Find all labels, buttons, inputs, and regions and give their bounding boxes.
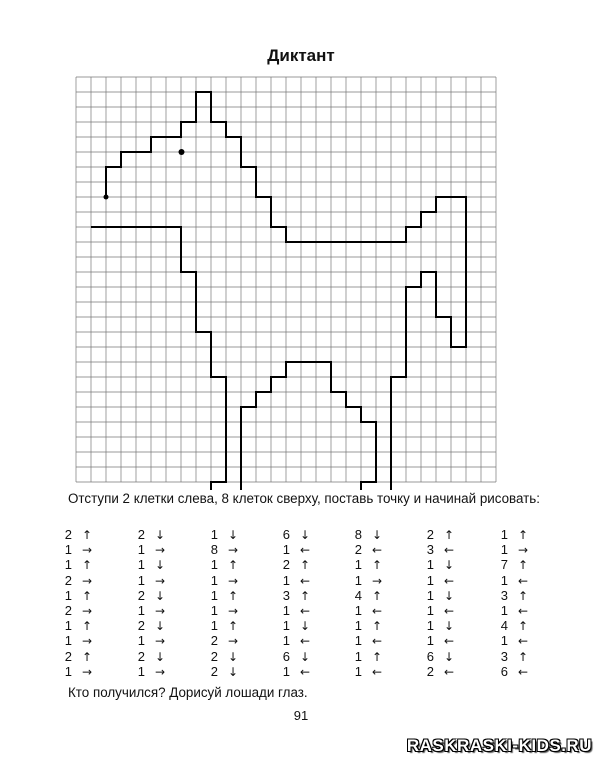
step-arrow-icon: ↓ — [443, 588, 455, 603]
step-count: 1 — [500, 542, 508, 558]
step-count: 1 — [64, 542, 72, 558]
step-arrow-icon: → — [371, 573, 383, 588]
step-count: 1 — [137, 633, 145, 649]
step-count: 1 — [282, 663, 290, 679]
step-count: 1 — [426, 633, 434, 649]
step-arrow-icon: ↓ — [443, 558, 455, 573]
dictation-step — [496, 542, 566, 557]
step-arrow-icon: ↓ — [443, 619, 455, 634]
dictation-step — [496, 573, 566, 588]
dictation-step — [422, 557, 492, 572]
step-arrow-icon: → — [227, 573, 239, 588]
step-arrow-icon: ↑ — [517, 649, 529, 664]
step-arrow-icon: ← — [443, 664, 455, 679]
step-count: 1 — [64, 633, 72, 649]
dictation-step — [496, 649, 566, 664]
step-arrow-icon: ↓ — [154, 558, 166, 573]
grid-lines — [76, 77, 496, 482]
page-title: Диктант — [267, 46, 335, 65]
step-arrow-icon: → — [154, 603, 166, 618]
horse-eye — [179, 149, 185, 155]
step-arrow-icon: ← — [299, 634, 311, 649]
step-count: 2 — [64, 572, 72, 588]
step-arrow-icon: → — [81, 664, 93, 679]
step-arrow-icon: ↓ — [371, 528, 383, 542]
dictation-step — [422, 664, 492, 679]
step-count: 2 — [426, 663, 434, 679]
step-arrow-icon: → — [154, 573, 166, 588]
step-count: 2 — [210, 648, 218, 664]
step-count: 2 — [137, 587, 145, 603]
step-count: 1 — [64, 587, 72, 603]
dictation-step — [278, 664, 348, 679]
dictation-step — [496, 603, 566, 618]
step-count: 1 — [354, 618, 362, 634]
step-count: 1 — [210, 527, 218, 542]
step-arrow-icon: ← — [299, 664, 311, 679]
step-count: 1 — [354, 557, 362, 573]
step-count: 3 — [282, 587, 290, 603]
step-arrow-icon: ↓ — [154, 588, 166, 603]
dictation-step — [278, 542, 348, 557]
step-count: 2 — [354, 542, 362, 558]
dictation-step — [422, 633, 492, 648]
step-arrow-icon: ↓ — [227, 649, 239, 664]
step-arrow-icon: ↓ — [299, 619, 311, 634]
step-count: 1 — [500, 633, 508, 649]
step-count: 2 — [210, 663, 218, 679]
step-count: 1 — [137, 663, 145, 679]
step-arrow-icon: ↑ — [227, 588, 239, 603]
step-arrow-icon: → — [227, 543, 239, 558]
step-arrow-icon: → — [154, 543, 166, 558]
dictation-step — [496, 557, 566, 572]
dictation-column — [60, 527, 130, 679]
dictation-step — [60, 573, 130, 588]
step-count: 1 — [282, 542, 290, 558]
step-arrow-icon: ↑ — [299, 558, 311, 573]
step-arrow-icon: ← — [517, 664, 529, 679]
dictation-step — [422, 542, 492, 557]
dictation-step — [350, 618, 420, 633]
step-arrow-icon: ← — [371, 634, 383, 649]
dictation-column — [278, 527, 348, 679]
dictation-step — [350, 557, 420, 572]
dictation-step — [206, 557, 276, 572]
step-arrow-icon: → — [81, 543, 93, 558]
step-arrow-icon: ↑ — [81, 558, 93, 573]
step-count: 1 — [282, 602, 290, 618]
step-count: 2 — [210, 633, 218, 649]
step-arrow-icon: ↓ — [154, 649, 166, 664]
step-arrow-icon: → — [227, 603, 239, 618]
dictation-step — [422, 618, 492, 633]
step-arrow-icon: ← — [371, 543, 383, 558]
step-arrow-icon: ← — [443, 603, 455, 618]
dictation-step — [133, 573, 203, 588]
step-arrow-icon: → — [517, 543, 529, 558]
dictation-step — [60, 557, 130, 572]
step-count: 1 — [354, 663, 362, 679]
step-arrow-icon: ↓ — [154, 528, 166, 542]
dictation-step — [496, 618, 566, 633]
step-arrow-icon: → — [81, 634, 93, 649]
dictation-step — [350, 588, 420, 603]
step-count: 2 — [137, 618, 145, 634]
dictation-step — [60, 603, 130, 618]
step-count: 1 — [426, 618, 434, 634]
step-arrow-icon: ← — [371, 664, 383, 679]
instructions-text: Отступи 2 клетки слева, 8 клеток сверху, поставь точку и начинай рисовать: — [68, 491, 540, 506]
dictation-step — [422, 573, 492, 588]
dictation-step — [350, 649, 420, 664]
step-arrow-icon: ↓ — [443, 649, 455, 664]
step-arrow-icon: ↓ — [227, 528, 239, 542]
step-count: 1 — [137, 572, 145, 588]
dictation-step — [133, 618, 203, 633]
dictation-step — [60, 527, 130, 542]
step-arrow-icon: ↑ — [517, 619, 529, 634]
step-count: 2 — [426, 527, 434, 542]
step-count: 2 — [137, 527, 145, 542]
dictation-step — [496, 588, 566, 603]
step-arrow-icon: ↑ — [81, 588, 93, 603]
step-arrow-icon: → — [154, 634, 166, 649]
step-arrow-icon: → — [154, 664, 166, 679]
dictation-step — [350, 603, 420, 618]
dictation-step — [350, 573, 420, 588]
step-arrow-icon: ↑ — [227, 619, 239, 634]
dictation-column — [350, 527, 420, 679]
step-arrow-icon: ↓ — [299, 649, 311, 664]
step-count: 1 — [426, 587, 434, 603]
step-arrow-icon: ↑ — [517, 558, 529, 573]
dictation-step — [133, 649, 203, 664]
step-count: 1 — [137, 542, 145, 558]
dictation-column — [496, 527, 566, 679]
step-arrow-icon: ← — [371, 603, 383, 618]
dictation-step — [60, 633, 130, 648]
step-arrow-icon: ↓ — [154, 619, 166, 634]
step-arrow-icon: ↑ — [443, 528, 455, 542]
step-arrow-icon: → — [81, 603, 93, 618]
step-count: 1 — [354, 602, 362, 618]
dictation-step — [60, 618, 130, 633]
step-arrow-icon: ← — [517, 573, 529, 588]
step-count: 2 — [64, 602, 72, 618]
dictation-column — [422, 527, 492, 679]
start-dot — [104, 195, 109, 200]
dictation-step — [133, 664, 203, 679]
step-count: 1 — [64, 618, 72, 634]
dictation-step — [278, 527, 348, 542]
dictation-step — [422, 649, 492, 664]
dictation-step — [278, 557, 348, 572]
step-count: 1 — [354, 633, 362, 649]
step-count: 6 — [282, 527, 290, 542]
dictation-step — [60, 588, 130, 603]
dictation-step — [422, 527, 492, 542]
step-count: 2 — [282, 557, 290, 573]
dictation-step — [278, 588, 348, 603]
step-count: 4 — [354, 587, 362, 603]
step-count: 6 — [282, 648, 290, 664]
step-arrow-icon: ← — [443, 543, 455, 558]
watermark: RASKRASKI-KIDS.RU — [406, 736, 592, 755]
step-arrow-icon: ↑ — [299, 588, 311, 603]
step-count: 1 — [354, 572, 362, 588]
step-count: 1 — [64, 557, 72, 573]
dictation-step — [206, 542, 276, 557]
step-arrow-icon: ← — [443, 634, 455, 649]
step-arrow-icon: ↓ — [299, 528, 311, 542]
step-count: 1 — [64, 663, 72, 679]
step-count: 8 — [210, 542, 218, 558]
step-count: 1 — [210, 557, 218, 573]
step-count: 1 — [137, 602, 145, 618]
step-arrow-icon: ↑ — [81, 619, 93, 634]
step-count: 1 — [426, 572, 434, 588]
dictation-step — [278, 649, 348, 664]
dictation-step — [206, 618, 276, 633]
step-count: 3 — [426, 542, 434, 558]
step-arrow-icon: ↑ — [371, 619, 383, 634]
step-count: 1 — [282, 633, 290, 649]
dictation-step — [206, 603, 276, 618]
step-count: 2 — [64, 527, 72, 542]
step-count: 1 — [210, 572, 218, 588]
step-count: 1 — [354, 648, 362, 664]
step-arrow-icon: ↑ — [81, 528, 93, 542]
step-arrow-icon: ← — [517, 603, 529, 618]
step-arrow-icon: ↑ — [517, 528, 529, 542]
dictation-step — [133, 542, 203, 557]
dictation-step — [278, 603, 348, 618]
dictation-step — [422, 588, 492, 603]
step-count: 6 — [426, 648, 434, 664]
dictation-step — [496, 664, 566, 679]
dictation-step — [206, 573, 276, 588]
step-count: 8 — [354, 527, 362, 542]
step-count: 1 — [210, 618, 218, 634]
dictation-step — [206, 649, 276, 664]
dictation-step — [496, 633, 566, 648]
dictation-step — [60, 649, 130, 664]
step-count: 1 — [282, 572, 290, 588]
dictation-step — [350, 527, 420, 542]
question-text: Кто получился? Дорисуй лошади глаз. — [68, 685, 308, 700]
step-arrow-icon: ↑ — [227, 558, 239, 573]
step-arrow-icon: ↑ — [517, 588, 529, 603]
step-arrow-icon: → — [227, 634, 239, 649]
step-count: 1 — [137, 557, 145, 573]
step-count: 3 — [500, 648, 508, 664]
step-arrow-icon: ← — [299, 603, 311, 618]
step-count: 6 — [500, 663, 508, 679]
dictation-step — [278, 618, 348, 633]
step-arrow-icon: ↑ — [81, 649, 93, 664]
step-arrow-icon: ↑ — [371, 588, 383, 603]
step-count: 4 — [500, 618, 508, 634]
dictation-step — [206, 633, 276, 648]
step-count: 2 — [137, 648, 145, 664]
step-count: 1 — [210, 602, 218, 618]
dictation-step — [133, 633, 203, 648]
step-count: 7 — [500, 557, 508, 573]
step-count: 1 — [500, 602, 508, 618]
dictation-step — [206, 588, 276, 603]
dictation-step — [278, 633, 348, 648]
step-count: 1 — [500, 527, 508, 542]
step-count: 1 — [282, 618, 290, 634]
page-number: 91 — [293, 708, 309, 723]
dictation-step — [133, 603, 203, 618]
step-count: 1 — [500, 572, 508, 588]
step-count: 1 — [426, 602, 434, 618]
step-count: 1 — [210, 587, 218, 603]
dictation-step — [60, 542, 130, 557]
dictation-column — [206, 527, 276, 679]
dictation-step — [60, 664, 130, 679]
dictation-step — [133, 588, 203, 603]
dictation-step — [350, 542, 420, 557]
dictation-step — [422, 603, 492, 618]
step-arrow-icon: ← — [443, 573, 455, 588]
step-arrow-icon: → — [81, 573, 93, 588]
step-arrow-icon: ← — [299, 543, 311, 558]
dictation-step — [133, 557, 203, 572]
dictation-step — [206, 527, 276, 542]
step-count: 3 — [500, 587, 508, 603]
step-arrow-icon: ↑ — [371, 558, 383, 573]
step-arrow-icon: ↓ — [227, 664, 239, 679]
step-count: 2 — [64, 648, 72, 664]
dictation-step — [278, 573, 348, 588]
dictation-step — [206, 664, 276, 679]
dictation-step — [350, 664, 420, 679]
dictation-step — [350, 633, 420, 648]
step-arrow-icon: ↑ — [371, 649, 383, 664]
step-arrow-icon: ← — [299, 573, 311, 588]
dictation-step — [496, 527, 566, 542]
step-arrow-icon: ← — [517, 634, 529, 649]
dictation-column — [133, 527, 203, 679]
dictation-step — [133, 527, 203, 542]
step-count: 1 — [426, 557, 434, 573]
